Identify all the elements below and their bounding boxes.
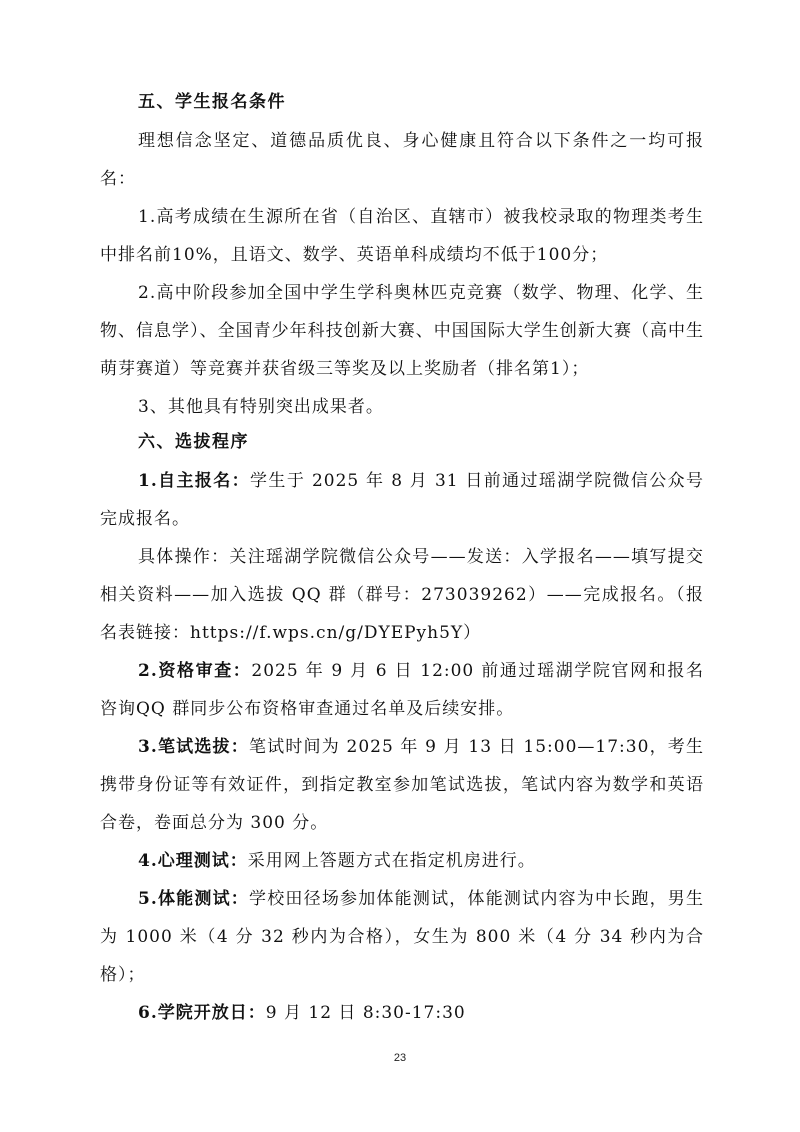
step-6-label: 6.学院开放日：: [138, 1003, 266, 1023]
step-2-label: 2.资格审查：: [138, 661, 252, 681]
step-6-text: 9 月 12 日 8:30-17:30: [265, 1003, 466, 1023]
page-number: 23: [393, 1052, 407, 1064]
step-2-text: 2025 年 9 月 6 日 12:00 前通过瑶湖学院官网和报名咨询QQ 群同步公布资格审查通过名单及后续安排。: [100, 661, 704, 719]
condition-item-2: 2.高中阶段参加全国中学生学科奥林匹克竞赛（数学、物理、化学、生物、信息学）、全国青少年科技创新大赛、中国国际大学生创新大赛（高中生萌芽赛道）等竞赛并获省级三等奖及以上奖励者（排名第1）；: [100, 283, 704, 379]
step-5-label: 5.体能测试：: [138, 889, 249, 909]
step-1-text: 学生于 2025 年 8 月 31 日前通过瑶湖学院微信公众号完成报名。: [100, 471, 704, 529]
step-5: [100, 880, 704, 994]
step-1-detail: 具体操作：关注瑶湖学院微信公众号——发送：入学报名——填写提交相关资料——加入选拔 QQ 群（群号：273039262）——完成报名。（报名表链接：https://f.wps.cn/g/DYEPyh5Y）: [100, 547, 704, 643]
step-4-label: 4.心理测试：: [138, 851, 248, 871]
step-2: [100, 652, 704, 728]
step-4: [100, 842, 704, 880]
step-3-text: 笔试时间为 2025 年 9 月 13 日 15:00—17:30，考生携带身份证等有效证件，到指定教室参加笔试选拔，笔试内容为数学和英语合卷，卷面总分为 300 分。: [100, 737, 704, 833]
step-5-text: 学校田径场参加体能测试，体能测试内容为中长跑，男生为 1000 米（4 分 32 秒内为合格），女生为 800 米（4 分 34 秒内为合格）；: [100, 889, 704, 985]
step-1: [100, 462, 704, 538]
step-6: [100, 994, 704, 1032]
step-3-label: 3.笔试选拔：: [138, 737, 249, 757]
section-5-heading: 五、学生报名条件: [138, 92, 286, 112]
step-1-label: 1.自主报名：: [138, 471, 251, 491]
step-4-text: 采用网上答题方式在指定机房进行。: [247, 851, 536, 871]
section-6-heading: 六、选拔程序: [138, 432, 249, 452]
section-5-intro: 理想信念坚定、道德品质优良、身心健康且符合以下条件之一均可报名：: [100, 131, 704, 189]
condition-item-1: 1.高考成绩在生源所在省（自治区、直辖市）被我校录取的物理类考生中排名前10%，且语文、数学、英语单科成绩均不低于100分；: [100, 207, 704, 265]
step-3: [100, 728, 704, 842]
condition-item-3: 3、其他具有特别突出成果者。: [138, 397, 384, 417]
